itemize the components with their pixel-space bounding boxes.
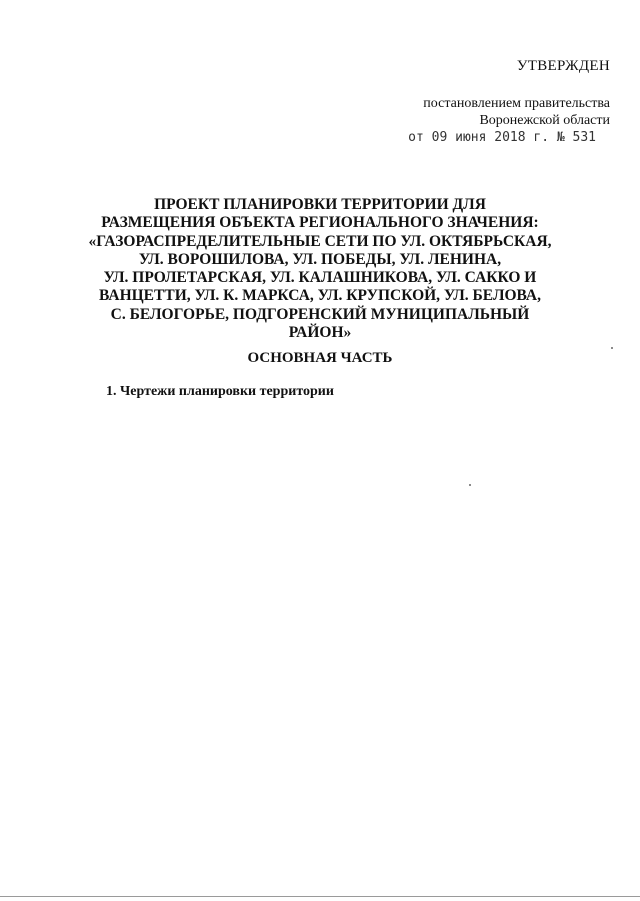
project-title-line-8: РАЙОН» — [288, 324, 352, 342]
list-item-drawings: 1. Чертежи планировки территории — [106, 384, 334, 399]
project-title — [60, 196, 580, 342]
project-title-line-2: РАЗМЕЩЕНИЯ ОБЪЕКТА РЕГИОНАЛЬНОГО ЗНАЧЕНИЯ: — [101, 214, 539, 232]
section-heading: ОСНОВНАЯ ЧАСТЬ — [247, 350, 393, 366]
project-title-line-1: ПРОЕКТ ПЛАНИРОВКИ ТЕРРИТОРИИ ДЛЯ — [154, 196, 486, 213]
project-title-line-5: УЛ. ПРОЛЕТАРСКАЯ, УЛ. КАЛАШНИКОВА, УЛ. САККО И — [103, 269, 537, 287]
scan-edge-line — [0, 896, 640, 897]
approval-title: УТВЕРЖДЕН — [516, 58, 610, 74]
approval-line-2: Воронежской области — [479, 113, 610, 128]
project-title-line-6: ВАНЦЕТТИ, УЛ. К. МАРКСА, УЛ. КРУПСКОЙ, УЛ. БЕЛОВА, — [99, 287, 541, 305]
approval-line-1: постановлением правительства — [423, 96, 610, 111]
scan-speck — [611, 347, 613, 349]
approval-block — [408, 58, 610, 146]
scan-speck — [469, 484, 471, 486]
approval-date-line: от 09 июня 2018 г. № 531 — [408, 130, 596, 145]
project-title-line-7: С. БЕЛОГОРЬЕ, ПОДГОРЕНСКИЙ МУНИЦИПАЛЬНЫЙ — [110, 305, 530, 323]
project-title-line-4: УЛ. ВОРОШИЛОВА, УЛ. ПОБЕДЫ, УЛ. ЛЕНИНА, — [138, 250, 502, 268]
project-title-line-3: «ГАЗОРАСПРЕДЕЛИТЕЛЬНЫЕ СЕТИ ПО УЛ. ОКТЯБРЬСКАЯ, — [88, 232, 552, 250]
